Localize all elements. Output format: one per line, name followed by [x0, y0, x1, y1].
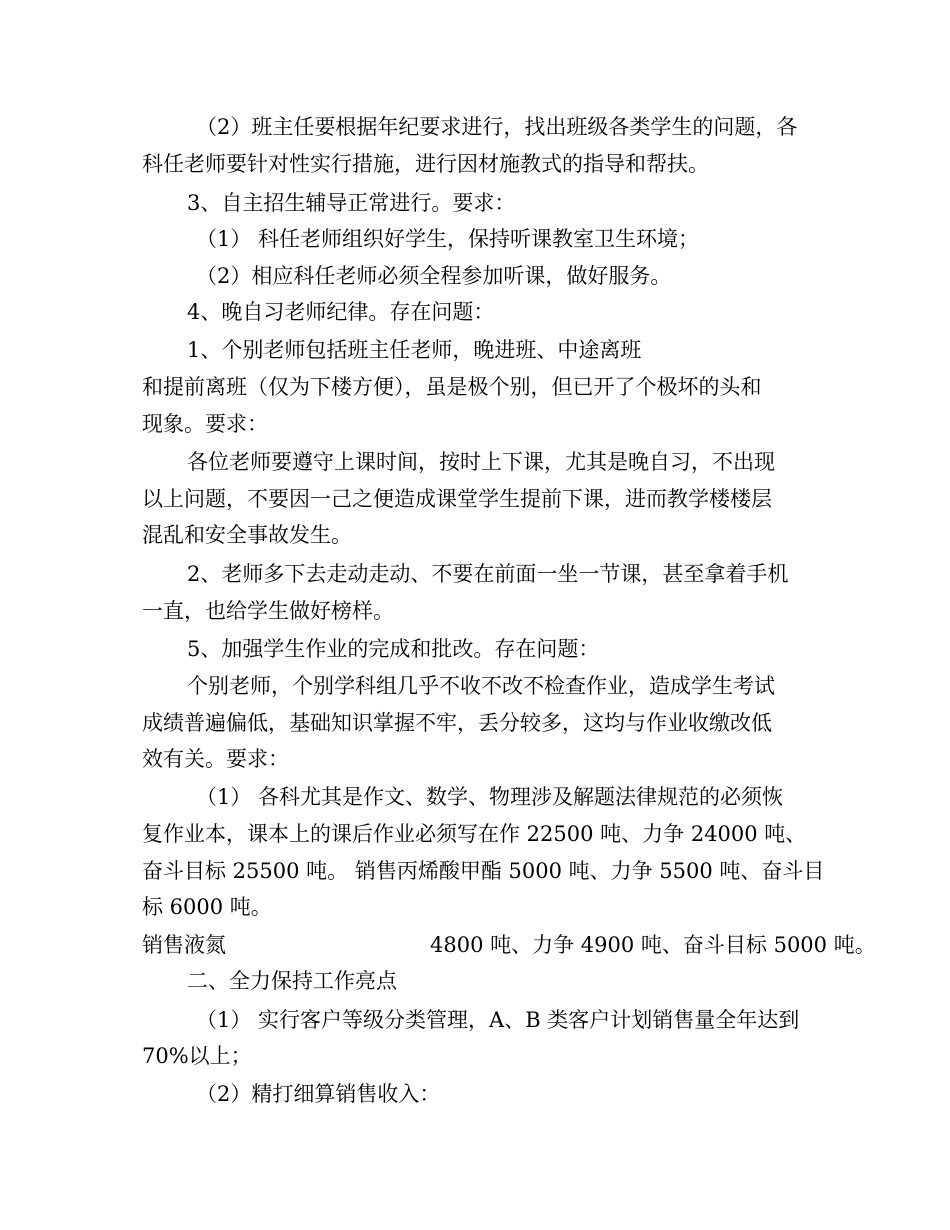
paragraph-line: 一直，也给学生做好榜样。 [142, 599, 394, 623]
paragraph-line: （2）精打细算销售收入： [196, 1082, 441, 1106]
paragraph-line: 3、自主招生辅导正常进行。要求： [187, 191, 516, 215]
paragraph-line: 70%以上； [142, 1044, 252, 1068]
paragraph-line: 效有关。要求： [142, 747, 289, 771]
paragraph-line: 2、老师多下去走动走动、不要在前面一坐一节课，甚至拿着手机 [187, 562, 789, 586]
section-heading: 二、全力保持工作亮点 [187, 969, 397, 993]
paragraph-line: 复作业本，课本上的课后作业必须写在作 22500 吨、力争 24000 吨、 [142, 822, 807, 846]
paragraph-line-start: 销售液氮 [142, 933, 226, 957]
paragraph-line: 科任老师要针对性实行措施，进行因材施教式的指导和帮扶。 [142, 152, 709, 176]
paragraph-line: 现象。要求： [142, 412, 268, 436]
paragraph-line: 奋斗目标 25500 吨。 销售丙烯酸甲酯 5000 吨、力争 5500 吨、奋斗目 [142, 859, 825, 883]
paragraph-line: 和提前离班（仅为下楼方便），虽是极个别，但已开了个极坏的头和 [142, 375, 762, 399]
paragraph-line: （2）班主任要根据年纪要求进行，找出班级各类学生的问题，各 [196, 115, 798, 139]
paragraph-line: 4、晚自习老师纪律。存在问题： [187, 300, 495, 324]
paragraph-line-end: 4800 吨、力争 4900 吨、奋斗目标 5000 吨。 [430, 933, 876, 957]
paragraph-line: 标 6000 吨。 [142, 895, 272, 919]
paragraph-line: 5、加强学生作业的完成和批改。存在问题： [187, 637, 600, 661]
paragraph-line: （1） 实行客户等级分类管理，A、B 类客户计划销售量全年达到 [196, 1008, 800, 1032]
paragraph-line: 成绩普遍偏低，基础知识掌握不牢，丢分较多，这均与作业收缴改低 [142, 711, 772, 735]
paragraph-line: 混乱和安全事故发生。 [142, 523, 352, 547]
paragraph-line [142, 932, 876, 958]
paragraph-line: （2）相应科任老师必须全程参加听课，做好服务。 [196, 264, 672, 288]
paragraph-line: 个别老师，个别学科组几乎不收不改不检查作业，造成学生考试 [187, 674, 775, 698]
paragraph-line: 各位老师要遵守上课时间，按时上下课，尤其是晚自习，不出现 [187, 450, 775, 474]
paragraph-line: （1） 各科尤其是作文、数学、物理涉及解题法律规范的必须恢 [196, 785, 784, 809]
paragraph-line: （1） 科任老师组织好学生，保持听课教室卫生环境； [196, 227, 700, 251]
paragraph-line: 1、个别老师包括班主任老师，晚进班、中途离班 [187, 338, 642, 362]
paragraph-line: 以上问题，不要因一己之便造成课堂学生提前下课，进而教学楼楼层 [142, 487, 772, 511]
